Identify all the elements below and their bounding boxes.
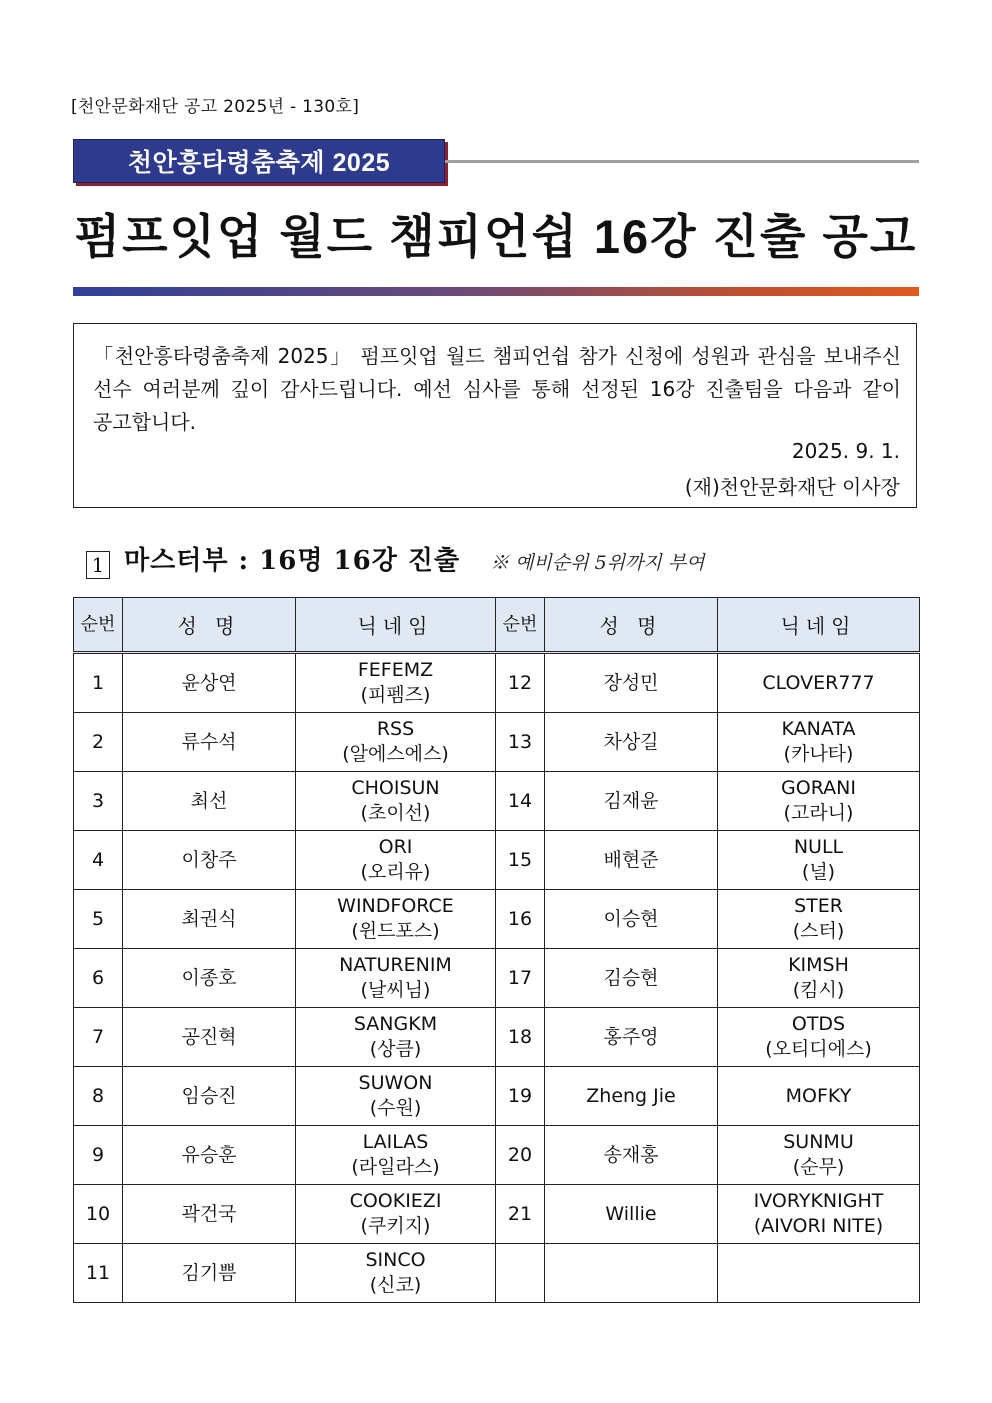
nickname-korean: (고라니) xyxy=(783,802,854,824)
notice-date: 2025. 9. 1. xyxy=(791,439,900,463)
table-row xyxy=(74,831,920,890)
nickname-korean: (라일라스) xyxy=(351,1156,440,1178)
table-row xyxy=(74,653,920,713)
name-cell: 김기쁨 xyxy=(123,1244,296,1303)
nickname: COOKIEZI xyxy=(349,1190,442,1212)
rank-cell: 9 xyxy=(74,1126,123,1185)
name-cell: 배현준 xyxy=(545,831,718,890)
header-name: 성 명 xyxy=(123,598,296,653)
notice-box xyxy=(73,323,917,508)
badge-row xyxy=(73,139,919,183)
name-cell: 이승현 xyxy=(545,890,718,949)
page-title: 펌프잇업 월드 챔피언쉽 16강 진출 공고 xyxy=(74,210,918,263)
header-nickname: 닉네임 xyxy=(296,598,496,653)
announcement-reference: [천안문화재단 공고 2025년 - 130호] xyxy=(71,97,360,117)
header-rank: 순번 xyxy=(74,598,123,653)
nickname-korean: (순무) xyxy=(792,1156,845,1178)
nickname: LAILAS xyxy=(362,1131,429,1153)
rank-cell: 7 xyxy=(74,1008,123,1067)
nickname-cell xyxy=(718,1244,920,1303)
nickname-korean: (킴시) xyxy=(792,979,845,1001)
section-title: 마스터부 : 16명 16강 진출 xyxy=(124,546,461,576)
rank-cell: 14 xyxy=(496,772,545,831)
nickname-korean: (쿠키지) xyxy=(360,1215,431,1237)
rank-cell: 1 xyxy=(74,653,123,713)
notice-signer: (재)천안문화재단 이사장 xyxy=(684,475,900,499)
name-cell: 류수석 xyxy=(123,713,296,772)
rank-cell: 5 xyxy=(74,890,123,949)
nickname: CHOISUN xyxy=(351,777,440,799)
nickname: RSS xyxy=(376,718,415,740)
rank-cell: 19 xyxy=(496,1067,545,1126)
rank-cell: 10 xyxy=(74,1185,123,1244)
name-cell: Zheng Jie xyxy=(545,1067,718,1126)
notice-body: 「천안흥타령춤축제 2025」 펌프잇업 월드 챔피언쉽 참가 신청에 성원과 관심을 보내주신 선수 여러분께 깊이 감사드립니다. 예선 심사를 통해 선정된 16강 진출팀을 다음과 같이 공고합니다. xyxy=(93,344,901,434)
section-number: 1 xyxy=(86,551,110,579)
nickname: CLOVER777 xyxy=(762,671,875,694)
rank-cell: 16 xyxy=(496,890,545,949)
nickname: GORANI xyxy=(781,777,856,799)
nickname: FEFEMZ xyxy=(357,659,434,681)
nickname-korean: (날씨님) xyxy=(360,979,431,1001)
nickname: SINCO xyxy=(365,1249,426,1271)
name-cell: 장성민 xyxy=(545,653,718,713)
nickname: WINDFORCE xyxy=(337,895,454,917)
rank-cell xyxy=(496,1244,545,1303)
header-nickname: 닉네임 xyxy=(718,598,920,653)
nickname: SUNMU xyxy=(783,1131,854,1153)
name-cell: 김승현 xyxy=(545,949,718,1008)
nickname-cell xyxy=(296,831,496,890)
name-cell xyxy=(545,1244,718,1303)
nickname-cell xyxy=(296,949,496,1008)
name-cell: 공진혁 xyxy=(123,1008,296,1067)
nickname-korean: (오리유) xyxy=(360,861,431,883)
rank-cell: 2 xyxy=(74,713,123,772)
nickname-cell xyxy=(296,1185,496,1244)
nickname-cell xyxy=(296,1126,496,1185)
nickname: KIMSH xyxy=(788,954,849,976)
table-row xyxy=(74,713,920,772)
name-cell: 최선 xyxy=(123,772,296,831)
name-cell: 송재홍 xyxy=(545,1126,718,1185)
name-cell: 차상길 xyxy=(545,713,718,772)
nickname-korean: (수원) xyxy=(369,1097,422,1119)
nickname-cell xyxy=(718,890,920,949)
name-cell: 이종호 xyxy=(123,949,296,1008)
name-cell: 이창주 xyxy=(123,831,296,890)
nickname: NATURENIM xyxy=(339,954,452,976)
name-cell: 곽건국 xyxy=(123,1185,296,1244)
nickname-cell xyxy=(718,772,920,831)
nickname-cell xyxy=(296,713,496,772)
nickname-korean: (상큼) xyxy=(369,1038,422,1060)
nickname: SUWON xyxy=(358,1072,433,1094)
table-row xyxy=(74,772,920,831)
gradient-divider xyxy=(73,287,919,296)
nickname: ORI xyxy=(378,836,413,858)
rank-cell: 12 xyxy=(496,653,545,713)
nickname-cell xyxy=(718,1067,920,1126)
name-cell: 유승훈 xyxy=(123,1126,296,1185)
nickname-cell xyxy=(296,1244,496,1303)
rank-cell: 17 xyxy=(496,949,545,1008)
rank-cell: 13 xyxy=(496,713,545,772)
name-cell: 김재윤 xyxy=(545,772,718,831)
table-row xyxy=(74,1008,920,1067)
nickname-korean: (윈드포스) xyxy=(351,920,440,942)
name-cell: 홍주영 xyxy=(545,1008,718,1067)
section-note: ※ 예비순위 5위까지 부여 xyxy=(490,552,705,574)
roster-table xyxy=(73,597,920,1303)
nickname-korean: (오티디에스) xyxy=(765,1038,872,1060)
rank-cell: 8 xyxy=(74,1067,123,1126)
badge-divider xyxy=(445,160,919,163)
table-row xyxy=(74,949,920,1008)
nickname-cell xyxy=(296,653,496,713)
rank-cell: 4 xyxy=(74,831,123,890)
nickname-korean: (알에스에스) xyxy=(342,743,449,765)
nickname: STER xyxy=(794,895,843,917)
table-row xyxy=(74,1185,920,1244)
table-row xyxy=(74,1244,920,1303)
nickname-cell xyxy=(296,1008,496,1067)
nickname-cell xyxy=(718,1008,920,1067)
nickname-cell xyxy=(296,1067,496,1126)
name-cell: Willie xyxy=(545,1185,718,1244)
nickname-cell xyxy=(718,949,920,1008)
nickname: NULL xyxy=(793,836,844,858)
nickname-korean: (AIVORI NITE) xyxy=(753,1215,884,1237)
table-row xyxy=(74,1067,920,1126)
header-rank: 순번 xyxy=(496,598,545,653)
header-name: 성 명 xyxy=(545,598,718,653)
nickname: KANATA xyxy=(781,718,856,740)
festival-badge: 천안흥타령춤축제 2025 xyxy=(73,139,445,183)
nickname-korean: (스터) xyxy=(792,920,845,942)
nickname-cell xyxy=(718,1185,920,1244)
nickname-cell xyxy=(718,1126,920,1185)
rank-cell: 15 xyxy=(496,831,545,890)
name-cell: 최권식 xyxy=(123,890,296,949)
nickname: MOFKY xyxy=(785,1084,852,1107)
rank-cell: 21 xyxy=(496,1185,545,1244)
rank-cell: 6 xyxy=(74,949,123,1008)
nickname: SANGKM xyxy=(353,1013,438,1035)
nickname-cell xyxy=(296,890,496,949)
table-row xyxy=(74,1126,920,1185)
table-header-row xyxy=(74,598,920,653)
section-heading xyxy=(86,540,705,577)
rank-cell: 20 xyxy=(496,1126,545,1185)
table-row xyxy=(74,890,920,949)
name-cell: 임승진 xyxy=(123,1067,296,1126)
nickname: IVORYKNIGHT xyxy=(753,1190,884,1212)
nickname-cell xyxy=(718,653,920,713)
nickname-korean: (널) xyxy=(801,861,836,883)
nickname-cell xyxy=(296,772,496,831)
nickname: OTDS xyxy=(791,1013,846,1035)
rank-cell: 18 xyxy=(496,1008,545,1067)
nickname-cell xyxy=(718,831,920,890)
nickname-korean: (신코) xyxy=(369,1274,422,1296)
nickname-cell xyxy=(718,713,920,772)
name-cell: 윤상연 xyxy=(123,653,296,713)
nickname-korean: (피펨즈) xyxy=(360,684,431,706)
nickname-korean: (카나타) xyxy=(783,743,854,765)
nickname-korean: (초이선) xyxy=(360,802,431,824)
rank-cell: 3 xyxy=(74,772,123,831)
rank-cell: 11 xyxy=(74,1244,123,1303)
